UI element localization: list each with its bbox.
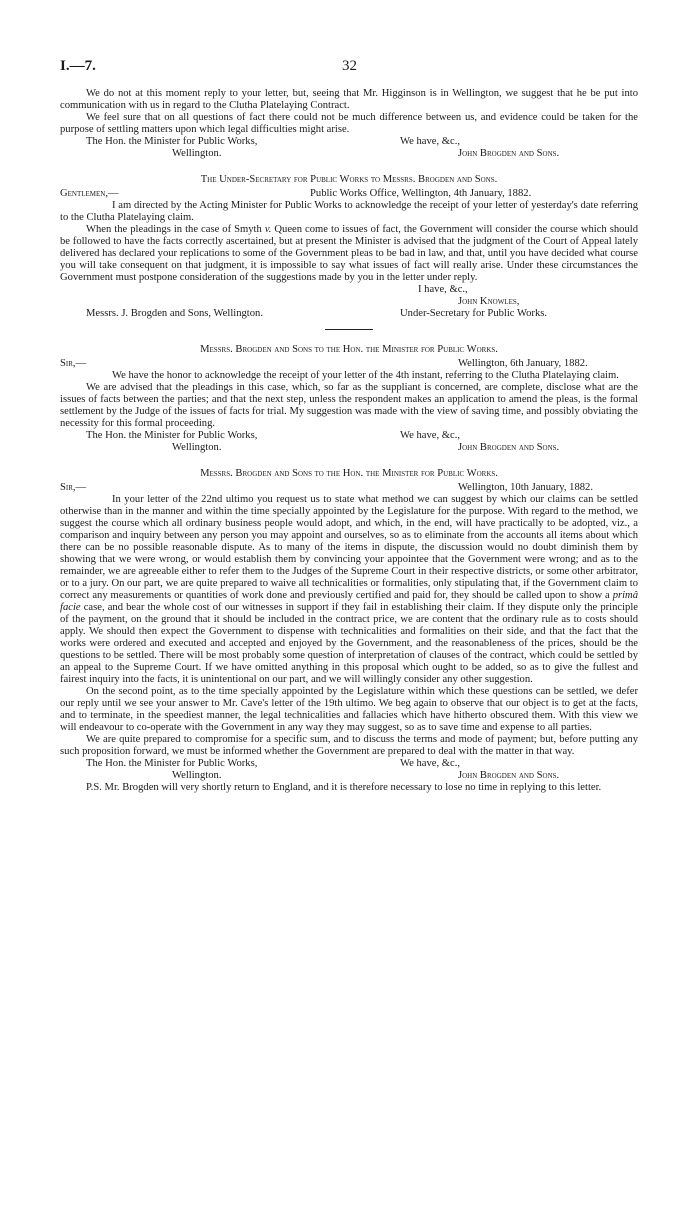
letter4-salutation-row (60, 482, 638, 494)
letter2-title-row (60, 308, 638, 320)
letter4-place: Wellington. (172, 770, 222, 781)
letter-continuation (60, 88, 638, 160)
letter3-paragraph-1: We have the honor to acknowledge the receipt of your letter of the 4th instant, referring to the Clutha Platelaying claim. (112, 370, 619, 381)
page-number: 32 (342, 58, 357, 74)
letter3-signature-row (60, 442, 638, 454)
letter4-paragraph-1 (60, 494, 638, 686)
letter1-place: Wellington. (172, 148, 222, 159)
letter2-salutation: Gentlemen,— (60, 188, 119, 199)
letter4-signature: John Brogden and Sons. (458, 770, 560, 781)
page-content (60, 88, 638, 794)
letter1-closing: We have, &c., (400, 136, 461, 147)
letter2-signature: John Knowles, (458, 296, 520, 307)
letter1-addressee: The Hon. the Minister for Public Works, (86, 136, 258, 147)
page-header (60, 58, 640, 78)
letter1-paragraph-1: We do not at this moment reply to your letter, but, seeing that Mr. Higginson is in Wellington, we suggest that he be put into communication with us in regard to the Clutha Platelaying Contract. (60, 88, 638, 111)
letter2-addressee: Messrs. J. Brogden and Sons, Wellington. (86, 308, 263, 319)
letter3-heading: Messrs. Brogden and Sons to the Hon. the Minister for Public Works. (200, 344, 498, 355)
letter4-p1-prima-facie: primâ facie (60, 590, 638, 613)
letter1-paragraph-2: We feel sure that on all questions of fact there could not be much difference between us, and evidence could be taken for the purpose of settling matters upon which legal difficulties might arise. (60, 112, 638, 135)
letter4-signature-row (60, 770, 638, 782)
letter2-heading-from: The Under-Secretary for Public Works (200, 174, 369, 185)
letter4-paragraph-3: We are quite prepared to compromise for a specific sum, and to discuss the terms and mode of payment; but, before putting any such proposition forward, we must be informed whether the Government are prepared to deal with the matter in that way. (60, 734, 638, 757)
letter2-salutation-row (60, 188, 638, 200)
letter4-postscript: P.S. Mr. Brogden will very shortly return to England, and it is therefore necessary to lose no time in replying to this letter. (86, 782, 602, 793)
letter2-p2-text-b: Queen come to issues of fact, the Government will consider the course which should be followed to have the facts correctly ascertained, but at present the Minister is advised that the judgment of the Court of Appeal lately delivered has declared your replications to some of the Government pleas to be bad in law, and that, until you have decided what course you will take consequent on that judgment, it is impossible to say what issues of fact will really arise. Under these circumstances the Government must postpone consideration of the suggestions made by you in the letter under reply. (60, 224, 638, 283)
letter4-salutation: Sir,— (60, 482, 87, 493)
letter4-paragraph-2: On the second point, as to the time specially appointed by the Legislature within which these questions can be settled, we defer our reply until we see your answer to Mr. Cave's letter of the 19th ultimo. We beg again to observe that our object is to get at the facts, and to terminate, in the speediest manner, the legal technicalities and fallacies which have hitherto obscured them. With this view we will endeavour to co-operate with the Government in any way they may suggest, so as to save time and expense to all parties. (60, 686, 638, 733)
letter4-addressee: The Hon. the Minister for Public Works, (86, 758, 258, 769)
letter3-addressee: The Hon. the Minister for Public Works, (86, 430, 258, 441)
letter2-p2-versus: v. (264, 224, 272, 235)
letter3-place: Wellington. (172, 442, 222, 453)
letter3-salutation-row (60, 358, 638, 370)
letter2-heading (60, 174, 638, 186)
letter4-p1-text-b: case, and bear the whole cost of our witnesses in support if they fail in establishing their claim. If they dispute only the principle of the payment, on the ground that it should be included in the contract price, we are content that the ordinary rule as to costs should apply. We should then expect the Government to dispense with technicalities and formalities on their side, and that the fact that the works were ordered and executed and accepted and enjoyed by the Government, and the reasonableness of the prices, should be the questions to be settled. There will be most probably some question of interpretation of clauses of the contract, which could be settled by an appeal to the Supreme Court. If we have omitted anything in this proposal which ought to be added, so as to give the fullest and fairest inquiry into the facts, it is unintentional on our part, and we will willingly consider any other suggestion. (60, 602, 638, 685)
letter3-signature: John Brogden and Sons. (458, 442, 560, 453)
letter2-heading-to: to Messrs. Brogden and Sons. (368, 174, 498, 185)
letter2-title: Under-Secretary for Public Works. (400, 308, 548, 319)
letter3-paragraph-2: We are advised that the pleadings in this case, which, so far as the suppliant is concerned, are complete, disclose what are the issues of facts between the parties; and that the next step, unless the respondent makes an application to amend the pleas, is the formal settlement by the Judge of the issues of facts for trial. My suggestion was made with the view of saving time, and possibly obviating the necessity for this formal proceeding. (60, 382, 638, 429)
letter4-p1-text-a: In your letter of the 22nd ultimo you request us to state what method we can suggest by which our claims can be settled otherwise than in the manner and within the time specially appointed by the Legislature for the purpose. With regard to the method, we suggest the course which all ordinary business people would adopt, and which, in the end, will have practically to be adopted, viz., a comparison and inquiry between any person you may appoint and ourselves, so as to eliminate from the accounts all items about which there can be no possible reasonable dispute. As to many of the items in dispute, the discussion would no doubt diminish them by showing that we were wrong, or would establish them by convincing your appointee that the Government were wrong; and as to the remainder, we are agreeable either to refer them to the Judges of the Supreme Court in their respective districts, or some other arbitrator, or to a jury. On our part, we are quite prepared to waive all technicalities or formalities, only stipulating that, if the Government claim to correct any measurements or quantities of work done and previously certified and paid for, they should be called upon to show a (60, 494, 638, 601)
document-reference: I.—7. (60, 58, 96, 74)
letter-brogden-10-january (60, 468, 638, 794)
letter2-signature-row (60, 296, 638, 308)
letter4-heading: Messrs. Brogden and Sons to the Hon. the Minister for Public Works. (200, 468, 498, 479)
letter1-signature-row (60, 148, 638, 160)
letter-under-secretary (60, 174, 638, 330)
letter1-signature: John Brogden and Sons. (458, 148, 560, 159)
letter3-dateline: Wellington, 6th January, 1882. (458, 358, 588, 369)
letter4-closing-row (60, 758, 638, 770)
letter-brogden-6-january (60, 344, 638, 454)
letter4-dateline: Wellington, 10th January, 1882. (458, 482, 593, 493)
letter2-closing: I have, &c., (418, 284, 468, 295)
letter2-p2-text-a: When the pleadings in the case of Smyth (86, 224, 265, 235)
letter4-closing: We have, &c., (400, 758, 461, 769)
letter2-closing-row (60, 284, 638, 296)
letter3-closing-row (60, 430, 638, 442)
letter1-closing-row (60, 136, 638, 148)
letter3-closing: We have, &c., (400, 430, 461, 441)
letter2-paragraph-1: I am directed by the Acting Minister for Public Works to acknowledge the receipt of your letter of yesterday's date referring to the Clutha Platelaying claim. (60, 200, 638, 223)
letter2-paragraph-2 (60, 224, 638, 284)
letter3-salutation: Sir,— (60, 358, 87, 369)
letter2-dateline: Public Works Office, Wellington, 4th January, 1882. (310, 188, 532, 199)
section-divider (325, 329, 373, 330)
